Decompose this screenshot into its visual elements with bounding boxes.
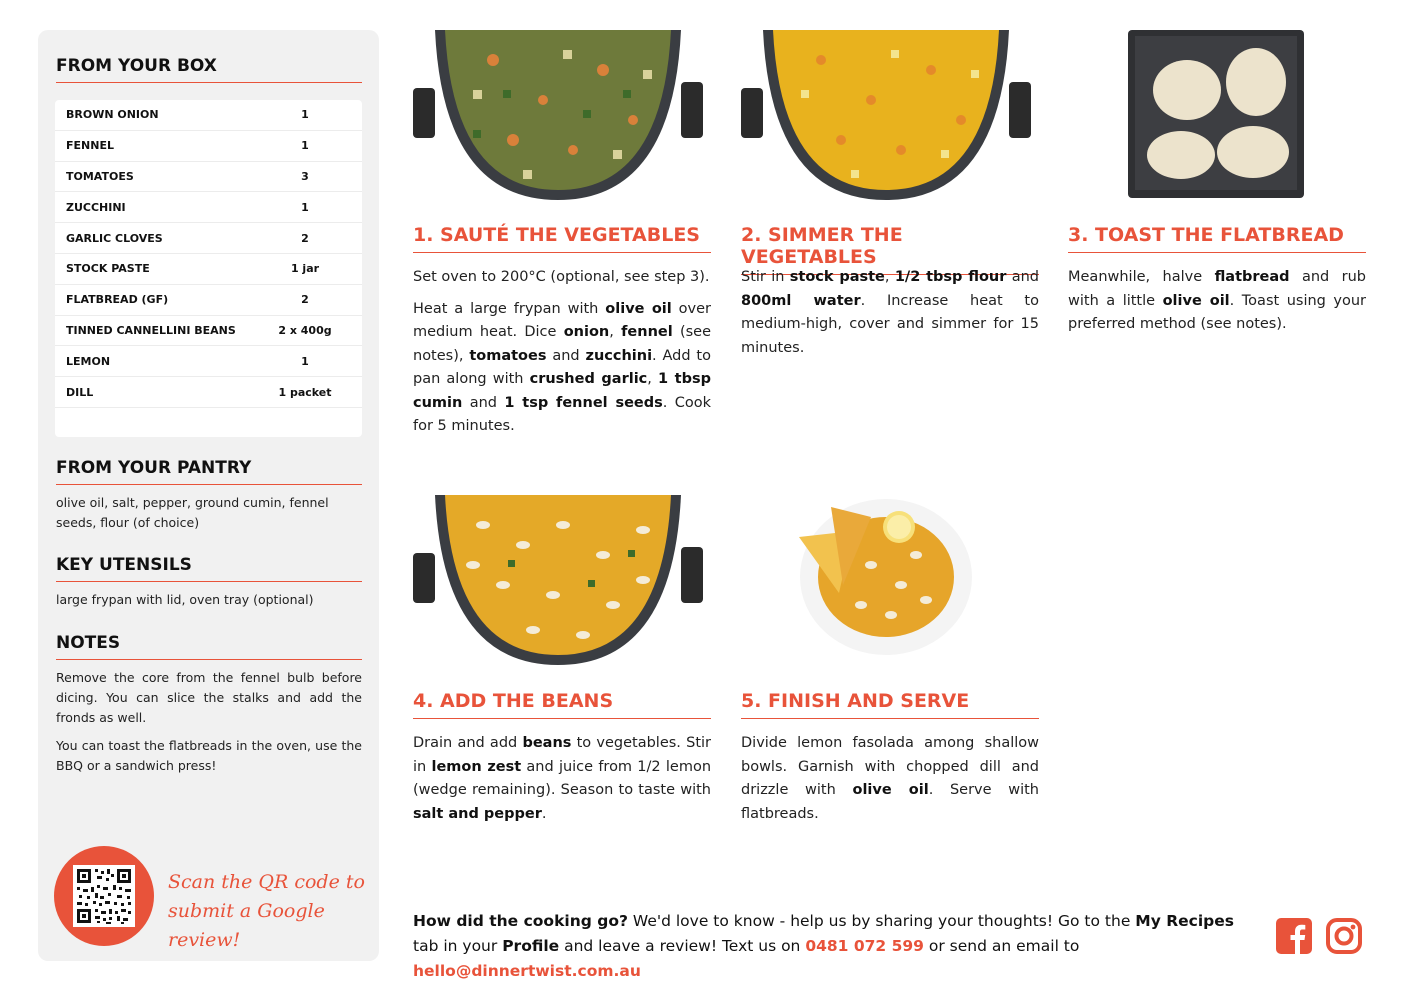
step2-image [741,30,1031,200]
ingredient-name: FENNEL [66,139,114,153]
sidebar [38,30,379,961]
table-row [55,316,362,347]
step1-body [413,266,711,447]
qr-caption [168,868,368,955]
ingredient-name: STOCK PASTE [66,262,150,276]
email-link[interactable]: hello@dinnertwist.com.au [413,962,641,980]
table-row [55,223,362,254]
ingredient-qty: 1 jar [290,262,320,276]
notes-title: NOTES [56,633,362,660]
step1-text-2: Heat a large frypan with olive oil over medium heat. Dice onion, fennel (see notes), tomatoes and zucchini. Add to pan along with crushed garlic, 1 tbsp cumin and 1 tsp fennel seeds. Cook for 5 minutes. [413,300,712,434]
note-1: Remove the core from the fennel bulb before dicing. You can slice the stalks and add the fronds as well. [56,670,362,725]
facebook-icon[interactable] [1276,918,1312,954]
ingredient-name: BROWN ONION [66,108,159,122]
table-row [55,131,362,162]
step3-image [1071,30,1361,200]
qr-code-icon [73,865,135,927]
step5-text: Divide lemon fasolada among shallow bowls. Garnish with chopped dill and drizzle with olive oil. Serve with flatbreads. [741,735,1039,822]
table-row [55,100,362,131]
ingredient-name: FLATBREAD (GF) [66,293,169,307]
step4-body [413,732,711,834]
utensils-title: KEY UTENSILS [56,555,362,582]
ingredient-qty: 2 [301,231,309,245]
pantry-text: olive oil, salt, pepper, ground cumin, fennel seeds, flour (of choice) [56,495,329,530]
phone-link[interactable]: 0481 072 599 [805,937,924,955]
qr-badge[interactable] [54,846,154,946]
table-row [55,285,362,316]
table-row [55,377,362,408]
step1-image [413,30,703,200]
step3-body [1068,266,1366,345]
ingredient-name: TOMATOES [66,169,134,183]
ingredient-qty: 2 x 400g [278,323,332,337]
ingredient-qty: 2 [301,293,309,307]
table-row [55,192,362,223]
table-row [55,346,362,377]
ingredient-name: ZUCCHINI [66,200,126,214]
notes-text [56,668,362,784]
step4-image [413,495,703,665]
step1-text-1: Set oven to 200°C (optional, see step 3). [413,269,710,285]
table-row [55,254,362,285]
step1-title: 1. SAUTÉ THE VEGETABLES [413,224,711,253]
note-2: You can toast the flatbreads in the oven, use the BBQ or a sandwich press! [56,738,362,773]
ingredient-name: LEMON [66,354,111,368]
step5-title: 5. FINISH AND SERVE [741,690,1039,719]
step2-text: Stir in stock paste, 1/2 tbsp flour and 800ml water. Increase heat to medium-high, cover and simmer for 15 minutes. [741,269,1040,356]
ingredient-qty: 1 packet [278,385,332,399]
ingredient-name: DILL [66,385,94,399]
step5-body [741,732,1039,834]
ingredient-qty: 1 [301,139,309,153]
box-title: FROM YOUR BOX [56,56,362,83]
instagram-icon[interactable] [1326,918,1362,954]
ingredients-table [55,100,362,437]
footer-review-text: How did the cooking go? We'd love to know - help us by sharing your thoughts! Go to the My Recipes tab in your Profile and leave a review! Text us on 0481 072 599 or send an email to hello@dinnertwist.com.au [413,912,1234,980]
ingredient-qty: 1 [301,354,309,368]
ingredient-qty: 3 [301,169,309,183]
step3-text: Meanwhile, halve flatbread and rub with a little olive oil. Toast using your preferred method (see notes). [1068,269,1367,332]
utensils-text: large frypan with lid, oven tray (optional) [56,592,314,607]
ingredient-name: GARLIC CLOVES [66,231,163,245]
table-row [55,162,362,193]
step4-title: 4. ADD THE BEANS [413,690,711,719]
ingredient-name: TINNED CANNELLINI BEANS [66,323,236,337]
ingredient-qty: 1 [301,108,309,122]
step3-title: 3. TOAST THE FLATBREAD [1068,224,1366,253]
step4-text: Drain and add beans to vegetables. Stir in lemon zest and juice from 1/2 lemon (wedge remaining). Season to taste with salt and pepper. [413,735,712,822]
qr-caption-line1: Scan the QR code to [168,871,365,893]
step2-body [741,266,1039,368]
pantry-title: FROM YOUR PANTRY [56,458,362,485]
ingredient-qty: 1 [301,200,309,214]
step5-image [741,495,1031,665]
qr-caption-line2: submit a Google review! [168,900,325,951]
step2-title: 2. SIMMER THE VEGETABLES [741,224,1039,275]
